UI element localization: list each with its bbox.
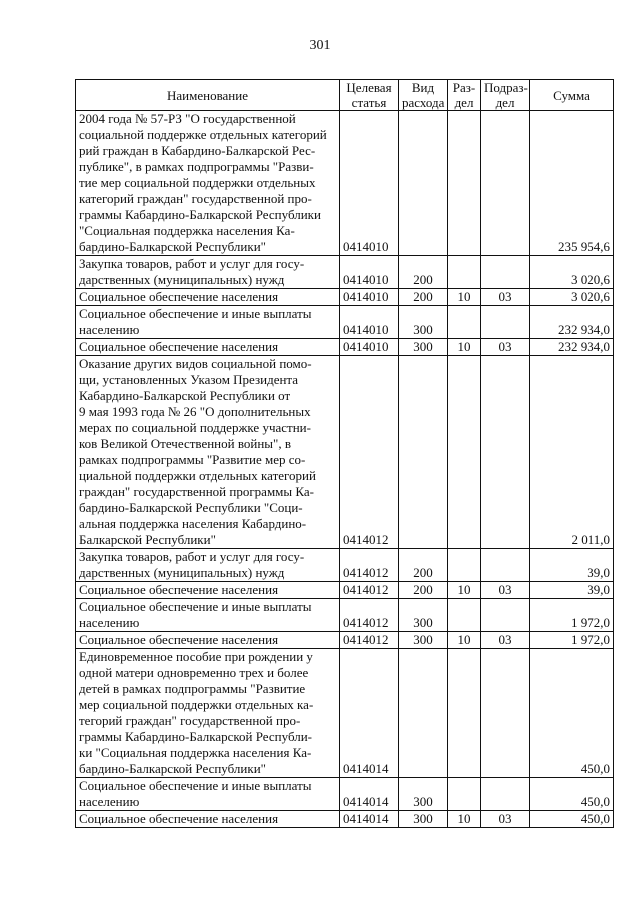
cell-subsection [481,256,530,289]
table-row [76,599,614,632]
cell-target: 0414012 [340,549,399,582]
cell-expense-type: 300 [399,599,448,632]
cell-sum: 3 020,6 [530,256,614,289]
cell-section: 10 [448,632,481,649]
cell-sum: 450,0 [530,811,614,828]
header-target: Целевая статья [340,80,399,111]
cell-target: 0414010 [340,256,399,289]
cell-sum: 1 972,0 [530,599,614,632]
cell-section: 10 [448,339,481,356]
cell-expense-type: 300 [399,632,448,649]
cell-name: Социальное обеспечение населения [76,339,340,356]
cell-sum: 450,0 [530,649,614,778]
cell-target: 0414010 [340,306,399,339]
cell-name: 2004 года № 57-РЗ "О государственной социальной поддержке отдельных категорий рий граждан в Кабардино-Балкарской Рес- публике", в рамках подпрограммы "Разви- тие мер социальной поддержки отдельных категорий граждан" государственной про- граммы Кабардино-Балкарской Республики "Социальная поддержка населения Ка- бардино-Балкарской Республики" [76,111,340,256]
table-body [76,111,614,828]
cell-sum: 39,0 [530,549,614,582]
cell-expense-type [399,356,448,549]
table-row [76,811,614,828]
cell-section: 10 [448,289,481,306]
cell-expense-type: 200 [399,549,448,582]
table-row [76,256,614,289]
table-row [76,111,614,256]
table-row [76,356,614,549]
cell-subsection [481,111,530,256]
cell-target: 0414010 [340,111,399,256]
cell-sum: 2 011,0 [530,356,614,549]
budget-table [75,79,614,828]
cell-name: Социальное обеспечение населения [76,811,340,828]
cell-expense-type: 300 [399,811,448,828]
cell-sum: 1 972,0 [530,632,614,649]
cell-section [448,599,481,632]
cell-section [448,306,481,339]
cell-subsection: 03 [481,339,530,356]
table-row [76,339,614,356]
cell-expense-type: 200 [399,582,448,599]
cell-target: 0414014 [340,649,399,778]
cell-section [448,256,481,289]
cell-subsection [481,356,530,549]
cell-sum: 232 934,0 [530,339,614,356]
cell-name: Закупка товаров, работ и услуг для госу- дарственных (муниципальных) нужд [76,549,340,582]
cell-section [448,111,481,256]
cell-name: Закупка товаров, работ и услуг для госу- дарственных (муниципальных) нужд [76,256,340,289]
cell-target: 0414014 [340,811,399,828]
cell-subsection [481,549,530,582]
cell-subsection: 03 [481,289,530,306]
table-row [76,649,614,778]
cell-subsection: 03 [481,632,530,649]
cell-sum: 450,0 [530,778,614,811]
cell-expense-type: 200 [399,256,448,289]
cell-expense-type: 300 [399,339,448,356]
cell-section [448,778,481,811]
cell-subsection [481,306,530,339]
header-sum: Сумма [530,80,614,111]
cell-sum: 3 020,6 [530,289,614,306]
cell-target: 0414012 [340,582,399,599]
cell-name: Социальное обеспечение и иные выплаты населению [76,306,340,339]
table-row [76,778,614,811]
table-row [76,582,614,599]
cell-target: 0414012 [340,632,399,649]
cell-section [448,356,481,549]
cell-sum: 235 954,6 [530,111,614,256]
cell-section: 10 [448,582,481,599]
cell-name: Социальное обеспечение населения [76,582,340,599]
table-row [76,306,614,339]
cell-subsection [481,649,530,778]
table-row [76,289,614,306]
table-row [76,549,614,582]
cell-expense-type [399,111,448,256]
cell-subsection [481,599,530,632]
header-type: Вид расхода [399,80,448,111]
cell-target: 0414012 [340,599,399,632]
cell-expense-type: 200 [399,289,448,306]
page-number: 301 [309,38,331,53]
cell-target: 0414010 [340,289,399,306]
cell-name: Единовременное пособие при рождении у одной матери одновременно трех и более детей в рамках подпрограммы "Развитие мер социальной поддержки отдельных ка- тегорий граждан" государственной про- граммы Кабардино-Балкарской Республи- ки "Социальная поддержка населения Ка- бардино-Балкарской Республики" [76,649,340,778]
cell-section [448,649,481,778]
cell-sum: 232 934,0 [530,306,614,339]
cell-section: 10 [448,811,481,828]
header-subsection: Подраз- дел [481,80,530,111]
cell-expense-type: 300 [399,306,448,339]
cell-target: 0414014 [340,778,399,811]
cell-name: Оказание других видов социальной помо- щи, установленных Указом Президента Кабардино-Балкарской Республики от 9 мая 1993 года № 26 "О дополнительных мерах по социальной поддержке участни- ков Великой Отечественной войны", в рамках подпрограммы "Развитие мер со- циальной поддержки отдельных категорий граждан" государственной программы Ка- бардино-Балкарской Республики "Соци- альная поддержка населения Кабардино- Балкарской Республики" [76,356,340,549]
cell-name: Социальное обеспечение населения [76,632,340,649]
header-name: Наименование [76,80,340,111]
cell-subsection: 03 [481,811,530,828]
cell-target: 0414010 [340,339,399,356]
cell-name: Социальное обеспечение населения [76,289,340,306]
cell-section [448,549,481,582]
table-row [76,632,614,649]
cell-subsection: 03 [481,582,530,599]
cell-subsection [481,778,530,811]
cell-name: Социальное обеспечение и иные выплаты населению [76,778,340,811]
cell-expense-type [399,649,448,778]
table-header-row [76,80,614,111]
cell-expense-type: 300 [399,778,448,811]
cell-sum: 39,0 [530,582,614,599]
cell-name: Социальное обеспечение и иные выплаты населению [76,599,340,632]
cell-target: 0414012 [340,356,399,549]
header-section: Раз- дел [448,80,481,111]
